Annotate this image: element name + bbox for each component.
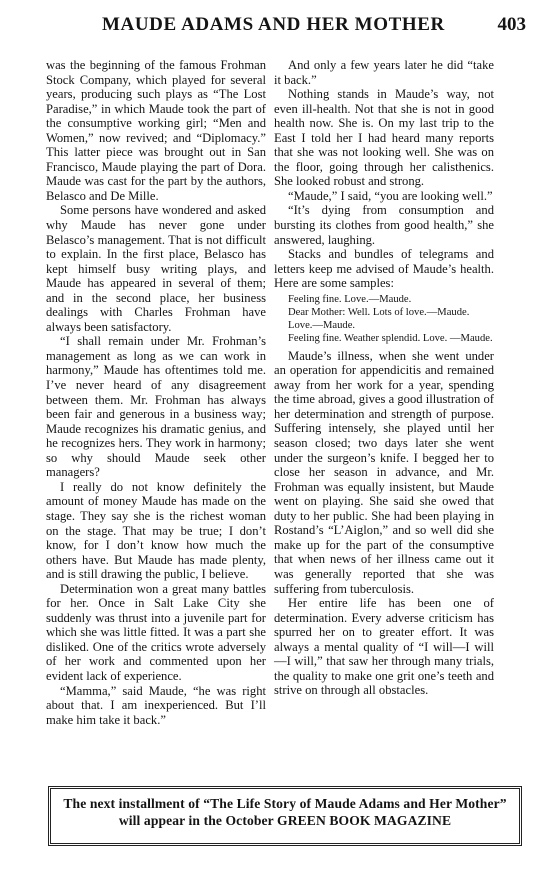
page-number: 403 <box>497 14 526 35</box>
telegram-line: Dear Mother: Well. Lots of love.—Maude. <box>288 306 470 318</box>
telegram-line: Love.—Maude. <box>288 319 356 331</box>
page-header <box>46 14 526 40</box>
paragraph: Determination won a great many battles for her. Once in Salt Lake City she suddenly was thrust into a juvenile part for which she was little fitted. It was a part she disliked. One of the critics wrote adversely of her work and commented upon her evident lack of experience. <box>46 581 266 683</box>
paragraph: I really do not know definitely the amount of money Maude has made on the stage. They say she is the richest woman on the stage. That may be true; I don’t know, for I don’t know how much the others have. But Maude has made plenty, and is still drawing the public, I believe. <box>46 479 266 582</box>
next-installment-notice <box>48 786 522 846</box>
notice-text: The next installment of “The Life Story of Maude Adams and Her Mother” will appear in the October GREEN BOOK MAGAZINE <box>63 796 507 828</box>
paragraph: Maude’s illness, when she went under an operation for appendicitis and remained away from her work for a year, spending the time abroad, gives a good illustration of her determination and strength of purpose. Suffering intensely, she played until her season closed; two days later she went under the surgeon’s knife. I begged her to close her season in advance, and Mr. Frohman was equally insistent, but Maude went on playing. She said she owed that duty to her public. She had been playing in Rostand’s “L’Aiglon,” and so well did she make up for the part of the consumptive that when news of her illness came out it was generally reported that she was suffering from tuberculosis. <box>274 348 494 596</box>
paragraph: “I shall remain under Mr. Frohman’s management as long as we can work in harmony,” Maude has oftentimes told me. I’ve never heard of any disagreement between them. Mr. Frohman has always been fair and generous in a business way; Maude recognizes his dramatic genius, and he recognizes hers. They work in harmony; so why should Maude seek other managers? <box>46 334 266 480</box>
paragraph: Her entire life has been one of determination. Every adverse criticism has spurred her on to greater effort. It was always a mental quality of “I will—I will—I will,” that saw her through many trials, the quality to make one grit one’s teeth and strive on through all obstacles. <box>274 596 494 698</box>
paragraph: was the beginning of the famous Frohman Stock Company, which played for several years, producing such plays as “The Lost Paradise,” in which Maude took the part of the consumptive working girl; “Men and Women,” now revived; and “Diplomacy.” This latter piece was brought out in San Francisco, Maude playing the part of Dora. Maude was cast for the part by the authors, Belasco and De Mille. <box>46 58 266 203</box>
telegram-samples <box>274 293 494 345</box>
paragraph: “It’s dying from consumption and bursting its clothes from good health,” she answered, laughing. <box>274 203 494 247</box>
paragraph: Some persons have wondered and asked why Maude has never gone under Belasco’s management. That is not difficult to explain. In the first place, Belasco has kept himself busy writing plays, and Maude has appeared in several of them; and in the second place, her business dealings with Charles Frohman have always been satisfactory. <box>46 203 266 334</box>
paragraph: “Maude,” I said, “you are looking well.” <box>288 188 493 203</box>
paragraph: “Mamma,” said Maude, “he was right about that. I am inexperienced. But I’ll make him take it back.” <box>46 683 266 727</box>
running-title: MAUDE ADAMS AND HER MOTHER <box>102 14 445 35</box>
telegram-line: Feeling fine. Weather splendid. Love. —Maude. <box>288 332 493 344</box>
paragraph: Stacks and bundles of telegrams and letters keep me advised of Maude’s health. Here are some samples: <box>274 247 494 291</box>
paragraph: And only a few years later he did “take it back.” <box>274 58 494 87</box>
right-column <box>274 58 494 698</box>
paragraph: Nothing stands in Maude’s way, not even ill-health. Not that she is not in good health now. She is. On my last trip to the East I told her I had heard many reports that she was not looking well. She was on the floor, going through her calisthenics. She looked robust and strong. <box>274 87 494 189</box>
left-column <box>46 58 266 727</box>
telegram-line: Feeling fine. Love.—Maude. <box>288 293 412 305</box>
